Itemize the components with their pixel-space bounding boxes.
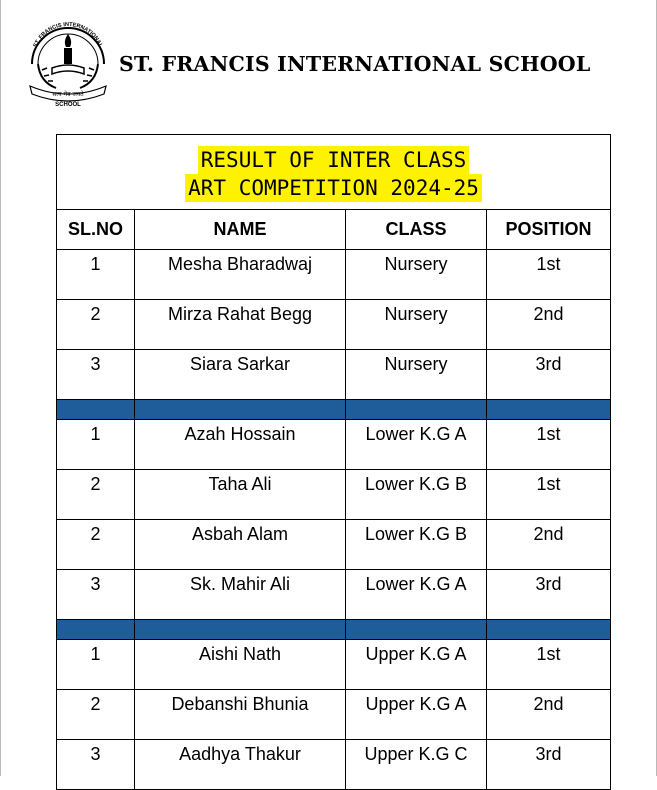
cell-position: 1st [487, 420, 611, 470]
cell-name: Mesha Bharadwaj [135, 250, 346, 300]
table-row [57, 520, 611, 570]
result-table [56, 134, 611, 790]
cell-sl: 2 [57, 690, 135, 740]
cell-class: Upper K.G C [346, 740, 487, 790]
cell-name: Sk. Mahir Ali [135, 570, 346, 620]
cell-name: Mirza Rahat Begg [135, 300, 346, 350]
cell-name: Azah Hossain [135, 420, 346, 470]
title-line-1: RESULT OF INTER CLASS [198, 146, 470, 174]
cell-sl: 2 [57, 470, 135, 520]
separator-cell [346, 620, 487, 640]
cell-position: 3rd [487, 350, 611, 400]
separator-cell [487, 620, 611, 640]
cell-class: Lower K.G A [346, 420, 487, 470]
separator-cell [57, 620, 135, 640]
cell-sl: 2 [57, 300, 135, 350]
title-row [57, 135, 611, 210]
cell-class: Nursery [346, 250, 487, 300]
cell-name: Taha Ali [135, 470, 346, 520]
cell-position: 3rd [487, 740, 611, 790]
school-name: ST. FRANCIS INTERNATIONAL SCHOOL [119, 52, 591, 76]
logo-motto: सत्य मेव जयते [52, 91, 84, 98]
cell-name: Siara Sarkar [135, 350, 346, 400]
cell-name: Aadhya Thakur [135, 740, 346, 790]
cell-position: 2nd [487, 520, 611, 570]
cell-position: 1st [487, 640, 611, 690]
cell-position: 2nd [487, 690, 611, 740]
group-separator [57, 400, 611, 420]
cell-sl: 1 [57, 640, 135, 690]
cell-class: Lower K.G B [346, 520, 487, 570]
cell-position: 3rd [487, 570, 611, 620]
table-row [57, 250, 611, 300]
separator-cell [135, 400, 346, 420]
column-header-sl-no: SL.NO [57, 210, 135, 250]
cell-class: Lower K.G B [346, 470, 487, 520]
cell-sl: 1 [57, 250, 135, 300]
table-title [57, 135, 611, 210]
cell-class: Nursery [346, 350, 487, 400]
table-row [57, 570, 611, 620]
group-separator [57, 620, 611, 640]
separator-cell [487, 400, 611, 420]
table-row [57, 740, 611, 790]
logo-top-text: ST. FRANCIS INTERNATIONAL [32, 21, 104, 49]
cell-sl: 2 [57, 520, 135, 570]
title-line-2: ART COMPETITION 2024-25 [185, 174, 482, 202]
cell-class: Nursery [346, 300, 487, 350]
separator-cell [135, 620, 346, 640]
column-header-class: CLASS [346, 210, 487, 250]
cell-name: Aishi Nath [135, 640, 346, 690]
cell-sl: 1 [57, 420, 135, 470]
cell-class: Lower K.G A [346, 570, 487, 620]
cell-sl: 3 [57, 740, 135, 790]
cell-position: 1st [487, 250, 611, 300]
logo-bottom-text: SCHOOL [55, 102, 81, 108]
table-row [57, 300, 611, 350]
separator-cell [57, 400, 135, 420]
cell-position: 1st [487, 470, 611, 520]
column-header-row [57, 210, 611, 250]
cell-name: Debanshi Bhunia [135, 690, 346, 740]
table-row [57, 470, 611, 520]
cell-sl: 3 [57, 350, 135, 400]
column-header-name: NAME [135, 210, 346, 250]
cell-position: 2nd [487, 300, 611, 350]
cell-class: Upper K.G A [346, 690, 487, 740]
column-header-position: POSITION [487, 210, 611, 250]
separator-cell [346, 400, 487, 420]
page-border-left [0, 0, 1, 776]
cell-class: Upper K.G A [346, 640, 487, 690]
table-row [57, 350, 611, 400]
table-row [57, 640, 611, 690]
school-logo-icon [24, 14, 112, 108]
cell-sl: 3 [57, 570, 135, 620]
table-row [57, 690, 611, 740]
cell-name: Asbah Alam [135, 520, 346, 570]
table-row [57, 420, 611, 470]
